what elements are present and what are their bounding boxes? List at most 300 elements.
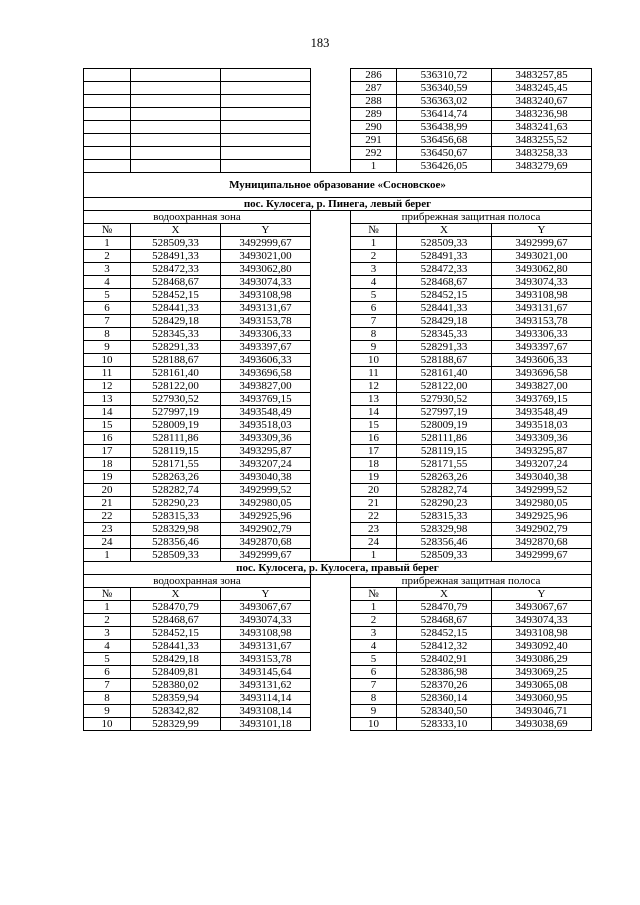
table-row	[84, 289, 592, 302]
column-header: №	[84, 588, 131, 601]
separator-cell	[311, 653, 351, 666]
coord-y: 3493295,87	[492, 445, 592, 458]
separator-cell	[311, 523, 351, 536]
empty-cell	[131, 147, 221, 160]
point-number: 292	[351, 147, 397, 160]
coord-y: 3493074,33	[492, 614, 592, 627]
separator-cell	[311, 497, 351, 510]
coordinates-table	[83, 68, 592, 731]
coord-y: 3493074,33	[492, 276, 592, 289]
coord-x: 528171,55	[131, 458, 221, 471]
coord-y: 3493145,64	[221, 666, 311, 679]
empty-cell	[131, 82, 221, 95]
coord-y: 3493038,69	[492, 718, 592, 731]
coord-y: 3492925,96	[492, 510, 592, 523]
table-row	[84, 471, 592, 484]
point-number: 9	[351, 705, 397, 718]
empty-cell	[221, 121, 311, 134]
point-number: 4	[351, 640, 397, 653]
coord-y: 3493101,18	[221, 718, 311, 731]
coord-x: 528468,67	[131, 614, 221, 627]
point-number: 8	[351, 328, 397, 341]
coord-x: 528360,14	[397, 692, 492, 705]
coastal-strip-header: прибрежная защитная полоса	[351, 211, 592, 224]
coord-y: 3493062,80	[221, 263, 311, 276]
coord-x: 536450,67	[397, 147, 492, 160]
table-row	[84, 134, 592, 147]
water-protection-zone-header: водоохранная зона	[84, 211, 311, 224]
table-row	[84, 718, 592, 731]
table-row	[84, 432, 592, 445]
coord-x: 528491,33	[397, 250, 492, 263]
separator-cell	[311, 432, 351, 445]
empty-cell	[84, 69, 131, 82]
separator-cell	[311, 588, 351, 601]
coord-x: 528509,33	[131, 549, 221, 562]
point-number: 9	[351, 341, 397, 354]
empty-cell	[221, 95, 311, 108]
coord-x: 528370,26	[397, 679, 492, 692]
point-number: 7	[351, 679, 397, 692]
point-number: 22	[351, 510, 397, 523]
coord-x: 528329,98	[397, 523, 492, 536]
coord-y: 3493606,33	[492, 354, 592, 367]
coord-y: 3493040,38	[221, 471, 311, 484]
coord-y: 3493060,95	[492, 692, 592, 705]
separator-cell	[311, 341, 351, 354]
table-row	[84, 549, 592, 562]
coord-y: 3483240,67	[492, 95, 592, 108]
separator-cell	[311, 393, 351, 406]
coord-x: 536340,59	[397, 82, 492, 95]
table-row	[84, 315, 592, 328]
separator-cell	[311, 380, 351, 393]
separator-cell	[311, 536, 351, 549]
coord-x: 528509,33	[397, 549, 492, 562]
coord-y: 3493827,00	[492, 380, 592, 393]
empty-cell	[131, 69, 221, 82]
column-header: №	[351, 588, 397, 601]
coord-y: 3493131,67	[492, 302, 592, 315]
coord-y: 3493769,15	[492, 393, 592, 406]
column-header-row	[84, 588, 592, 601]
coastal-strip-header: прибрежная защитная полоса	[351, 575, 592, 588]
empty-cell	[84, 108, 131, 121]
table-row	[84, 367, 592, 380]
separator-cell	[311, 147, 351, 160]
empty-cell	[221, 147, 311, 160]
point-number: 2	[351, 250, 397, 263]
separator-cell	[311, 640, 351, 653]
coord-x: 528345,33	[131, 328, 221, 341]
point-number: 1	[84, 601, 131, 614]
coord-y: 3493021,00	[492, 250, 592, 263]
zone-header-row	[84, 575, 592, 588]
coord-y: 3493092,40	[492, 640, 592, 653]
table-row	[84, 380, 592, 393]
point-number: 18	[84, 458, 131, 471]
coord-x: 528386,98	[397, 666, 492, 679]
coord-x: 528009,19	[397, 419, 492, 432]
column-header: X	[397, 224, 492, 237]
point-number: 6	[351, 666, 397, 679]
coord-y: 3492999,67	[221, 237, 311, 250]
table-row	[84, 653, 592, 666]
empty-cell	[84, 147, 131, 160]
column-header: №	[351, 224, 397, 237]
coord-x: 528119,15	[397, 445, 492, 458]
separator-cell	[311, 224, 351, 237]
point-number: 12	[84, 380, 131, 393]
coord-y: 3492925,96	[221, 510, 311, 523]
coord-y: 3493065,08	[492, 679, 592, 692]
separator-cell	[311, 419, 351, 432]
point-number: 3	[84, 627, 131, 640]
separator-cell	[311, 484, 351, 497]
separator-cell	[311, 354, 351, 367]
coord-y: 3493062,80	[492, 263, 592, 276]
coord-y: 3493153,78	[221, 315, 311, 328]
empty-cell	[131, 108, 221, 121]
point-number: 2	[351, 614, 397, 627]
empty-cell	[131, 134, 221, 147]
column-header: X	[131, 224, 221, 237]
coord-x: 528409,81	[131, 666, 221, 679]
separator-cell	[311, 160, 351, 173]
point-number: 20	[351, 484, 397, 497]
coord-y: 3493295,87	[221, 445, 311, 458]
point-number: 7	[351, 315, 397, 328]
coord-x: 527997,19	[131, 406, 221, 419]
point-number: 286	[351, 69, 397, 82]
coord-x: 528111,86	[397, 432, 492, 445]
separator-cell	[311, 471, 351, 484]
separator-cell	[311, 718, 351, 731]
coord-y: 3493827,00	[221, 380, 311, 393]
point-number: 5	[84, 289, 131, 302]
table-row	[84, 536, 592, 549]
point-number: 11	[351, 367, 397, 380]
coord-y: 3493306,33	[221, 328, 311, 341]
coord-x: 527997,19	[397, 406, 492, 419]
coord-x: 528468,67	[397, 276, 492, 289]
column-header: Y	[221, 224, 311, 237]
empty-cell	[84, 121, 131, 134]
point-number: 5	[84, 653, 131, 666]
coord-y: 3483255,52	[492, 134, 592, 147]
separator-cell	[311, 69, 351, 82]
coord-x: 528380,02	[131, 679, 221, 692]
coord-y: 3493067,67	[492, 601, 592, 614]
separator-cell	[311, 549, 351, 562]
coord-y: 3492870,68	[492, 536, 592, 549]
point-number: 291	[351, 134, 397, 147]
column-header: №	[84, 224, 131, 237]
table-row	[84, 302, 592, 315]
point-number: 13	[351, 393, 397, 406]
coord-x: 528329,99	[131, 718, 221, 731]
table-row	[84, 666, 592, 679]
point-number: 10	[351, 354, 397, 367]
point-number: 13	[84, 393, 131, 406]
coord-y: 3492980,05	[492, 497, 592, 510]
point-number: 3	[351, 627, 397, 640]
point-number: 15	[84, 419, 131, 432]
section-title: пос. Кулосега, р. Кулосега, правый берег	[84, 562, 592, 575]
point-number: 19	[351, 471, 397, 484]
point-number: 4	[351, 276, 397, 289]
section-heading-row	[84, 562, 592, 575]
column-header: Y	[221, 588, 311, 601]
coord-y: 3493108,98	[492, 627, 592, 640]
table-row	[84, 354, 592, 367]
table-row	[84, 640, 592, 653]
table-row	[84, 121, 592, 134]
municipality-title: Муниципальное образование «Сосновское»	[84, 173, 592, 198]
section-heading-row	[84, 198, 592, 211]
separator-cell	[311, 134, 351, 147]
table-row	[84, 263, 592, 276]
separator-cell	[311, 367, 351, 380]
page-number: 183	[310, 36, 330, 50]
coord-y: 3493086,29	[492, 653, 592, 666]
separator-cell	[311, 121, 351, 134]
table-row	[84, 484, 592, 497]
coord-x: 536426,05	[397, 160, 492, 173]
coord-x: 528290,23	[397, 497, 492, 510]
coord-y: 3493309,36	[221, 432, 311, 445]
coord-x: 528122,00	[397, 380, 492, 393]
separator-cell	[311, 237, 351, 250]
point-number: 24	[351, 536, 397, 549]
coord-y: 3493108,98	[221, 289, 311, 302]
point-number: 20	[84, 484, 131, 497]
point-number: 1	[351, 160, 397, 173]
table-row	[84, 108, 592, 121]
coord-y: 3493207,24	[221, 458, 311, 471]
coord-x: 528470,79	[131, 601, 221, 614]
empty-cell	[221, 108, 311, 121]
point-number: 3	[351, 263, 397, 276]
coord-y: 3493046,71	[492, 705, 592, 718]
coord-y: 3483236,98	[492, 108, 592, 121]
coord-y: 3493108,14	[221, 705, 311, 718]
table-row	[84, 497, 592, 510]
coord-x: 528282,74	[397, 484, 492, 497]
coordinates-table-body	[84, 69, 592, 731]
point-number: 17	[84, 445, 131, 458]
point-number: 24	[84, 536, 131, 549]
coord-x: 528111,86	[131, 432, 221, 445]
point-number: 2	[84, 614, 131, 627]
coord-y: 3493696,58	[492, 367, 592, 380]
separator-cell	[311, 315, 351, 328]
point-number: 6	[84, 666, 131, 679]
coord-x: 536414,74	[397, 108, 492, 121]
coord-x: 527930,52	[397, 393, 492, 406]
coord-y: 3493309,36	[492, 432, 592, 445]
point-number: 1	[84, 549, 131, 562]
separator-cell	[311, 458, 351, 471]
municipality-heading-row	[84, 173, 592, 198]
coord-x: 528119,15	[131, 445, 221, 458]
coord-x: 528263,26	[131, 471, 221, 484]
column-header: Y	[492, 224, 592, 237]
column-header-row	[84, 224, 592, 237]
coord-x: 528315,33	[131, 510, 221, 523]
coord-x: 527930,52	[131, 393, 221, 406]
coord-y: 3493108,98	[492, 289, 592, 302]
point-number: 7	[84, 679, 131, 692]
point-number: 16	[351, 432, 397, 445]
water-protection-zone-header: водоохранная зона	[84, 575, 311, 588]
coord-y: 3493153,78	[221, 653, 311, 666]
zone-header-row	[84, 211, 592, 224]
point-number: 290	[351, 121, 397, 134]
coord-x: 528359,94	[131, 692, 221, 705]
coord-x: 528470,79	[397, 601, 492, 614]
separator-cell	[311, 614, 351, 627]
table-row	[84, 341, 592, 354]
point-number: 23	[84, 523, 131, 536]
coord-x: 528291,33	[131, 341, 221, 354]
table-row	[84, 627, 592, 640]
empty-cell	[131, 95, 221, 108]
coord-x: 528429,18	[397, 315, 492, 328]
separator-cell	[311, 627, 351, 640]
empty-cell	[221, 134, 311, 147]
table-row	[84, 445, 592, 458]
point-number: 287	[351, 82, 397, 95]
point-number: 6	[351, 302, 397, 315]
column-header: X	[397, 588, 492, 601]
coord-y: 3493108,98	[221, 627, 311, 640]
table-row	[84, 419, 592, 432]
point-number: 19	[84, 471, 131, 484]
separator-cell	[311, 108, 351, 121]
point-number: 10	[84, 354, 131, 367]
table-row	[84, 406, 592, 419]
table-row	[84, 250, 592, 263]
point-number: 10	[351, 718, 397, 731]
coord-x: 528429,18	[131, 315, 221, 328]
coord-y: 3483245,45	[492, 82, 592, 95]
column-header: X	[131, 588, 221, 601]
point-number: 22	[84, 510, 131, 523]
coord-x: 528315,33	[397, 510, 492, 523]
coord-x: 528509,33	[131, 237, 221, 250]
coord-x: 528452,15	[397, 289, 492, 302]
point-number: 12	[351, 380, 397, 393]
point-number: 288	[351, 95, 397, 108]
point-number: 8	[84, 692, 131, 705]
coord-x: 528009,19	[131, 419, 221, 432]
coord-y: 3493114,14	[221, 692, 311, 705]
table-row	[84, 393, 592, 406]
point-number: 23	[351, 523, 397, 536]
point-number: 1	[351, 549, 397, 562]
coord-y: 3492980,05	[221, 497, 311, 510]
coord-x: 536363,02	[397, 95, 492, 108]
coord-x: 528402,91	[397, 653, 492, 666]
table-row	[84, 82, 592, 95]
coord-x: 528468,67	[397, 614, 492, 627]
point-number: 3	[84, 263, 131, 276]
separator-cell	[311, 406, 351, 419]
coord-x: 528412,32	[397, 640, 492, 653]
point-number: 1	[351, 601, 397, 614]
empty-cell	[84, 160, 131, 173]
separator-cell	[311, 510, 351, 523]
point-number: 15	[351, 419, 397, 432]
coord-y: 3492999,67	[221, 549, 311, 562]
table-row	[84, 328, 592, 341]
point-number: 1	[84, 237, 131, 250]
coord-y: 3493074,33	[221, 276, 311, 289]
empty-cell	[84, 134, 131, 147]
point-number: 11	[84, 367, 131, 380]
table-row	[84, 237, 592, 250]
coord-x: 528345,33	[397, 328, 492, 341]
point-number: 21	[84, 497, 131, 510]
coord-x: 528472,33	[397, 263, 492, 276]
separator-cell	[311, 601, 351, 614]
coord-x: 536456,68	[397, 134, 492, 147]
point-number: 9	[84, 705, 131, 718]
coord-x: 528472,33	[131, 263, 221, 276]
coord-x: 528263,26	[397, 471, 492, 484]
coord-y: 3492999,52	[221, 484, 311, 497]
coord-x: 528441,33	[131, 302, 221, 315]
coord-x: 528468,67	[131, 276, 221, 289]
coord-y: 3493207,24	[492, 458, 592, 471]
coord-y: 3493069,25	[492, 666, 592, 679]
point-number: 1	[351, 237, 397, 250]
coord-x: 528452,15	[131, 289, 221, 302]
table-row	[84, 692, 592, 705]
table-row	[84, 510, 592, 523]
point-number: 21	[351, 497, 397, 510]
separator-cell	[311, 666, 351, 679]
coord-y: 3493769,15	[221, 393, 311, 406]
table-row	[84, 679, 592, 692]
table-row	[84, 601, 592, 614]
point-number: 6	[84, 302, 131, 315]
separator-cell	[311, 289, 351, 302]
coord-x: 528441,33	[397, 302, 492, 315]
coord-x: 528452,15	[397, 627, 492, 640]
coord-x: 528122,00	[131, 380, 221, 393]
coord-y: 3493397,67	[221, 341, 311, 354]
separator-cell	[311, 705, 351, 718]
separator-cell	[311, 95, 351, 108]
separator-cell	[311, 679, 351, 692]
point-number: 8	[351, 692, 397, 705]
coord-x: 528356,46	[131, 536, 221, 549]
coord-y: 3493696,58	[221, 367, 311, 380]
separator-cell	[311, 250, 351, 263]
empty-cell	[131, 160, 221, 173]
empty-cell	[84, 82, 131, 95]
coord-x: 528333,10	[397, 718, 492, 731]
column-header: Y	[492, 588, 592, 601]
coord-y: 3493518,03	[492, 419, 592, 432]
coord-x: 536310,72	[397, 69, 492, 82]
coord-y: 3483258,33	[492, 147, 592, 160]
coord-y: 3493606,33	[221, 354, 311, 367]
point-number: 4	[84, 640, 131, 653]
coord-y: 3493518,03	[221, 419, 311, 432]
